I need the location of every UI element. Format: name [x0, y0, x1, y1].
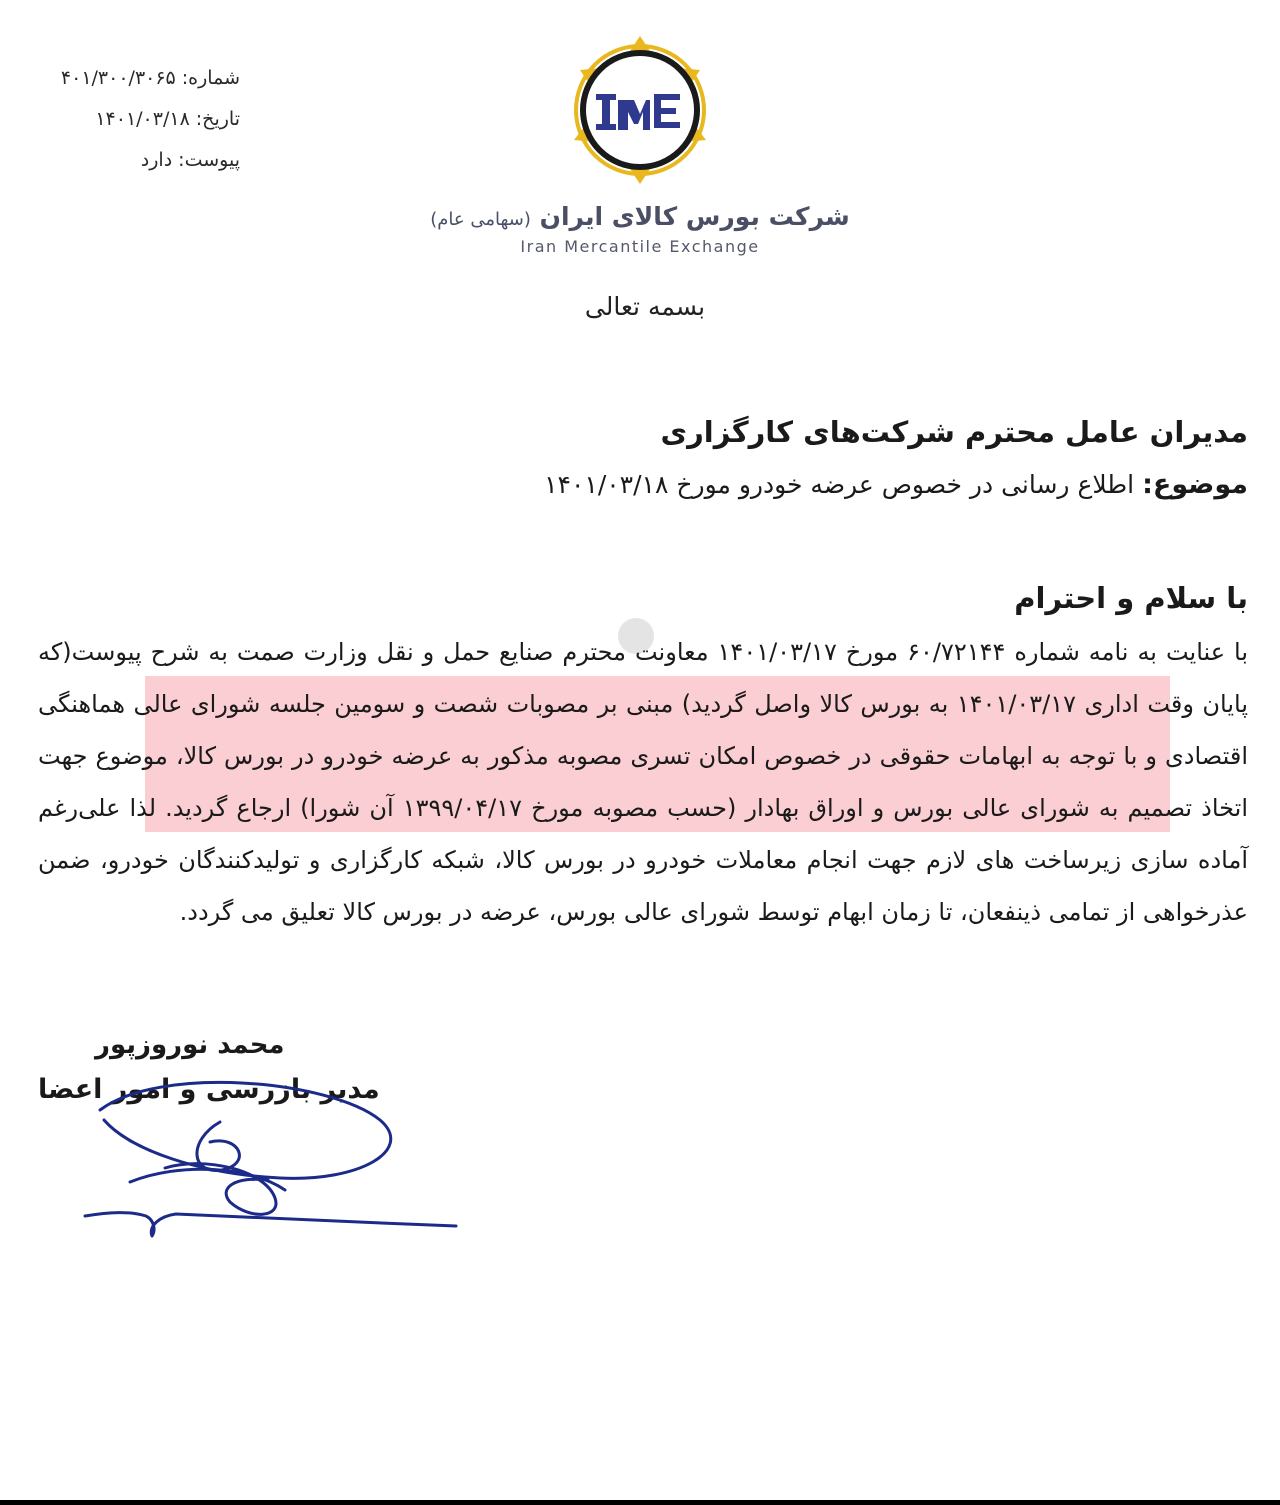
- recipient: مدیران عامل محترم شرکت‌های کارگزاری: [660, 415, 1248, 449]
- company-name-fa-main: شرکت بورس کالای ایران: [539, 202, 850, 231]
- letter-meta: [30, 58, 240, 181]
- attachment-row: [30, 140, 240, 181]
- company-name-fa: [420, 202, 860, 231]
- subject-line: [38, 460, 1248, 510]
- date-label: تاریخ:: [195, 108, 240, 130]
- attachment-label: پیوست:: [178, 149, 240, 171]
- company-name-fa-sub: (سهامی عام): [430, 209, 531, 230]
- basmala: بسمه تعالی: [584, 292, 706, 321]
- subject-label: موضوع:: [1142, 469, 1248, 500]
- date-value: ۱۴۰۱/۰۳/۱۸: [95, 108, 190, 130]
- company-name-en: Iran Mercantile Exchange: [520, 237, 760, 256]
- greeting: با سلام و احترام: [1014, 581, 1248, 615]
- number-label: شماره:: [181, 67, 240, 89]
- date-row: [30, 99, 240, 140]
- attachment-value: دارد: [140, 149, 173, 171]
- subject-text: اطلاع رسانی در خصوص عرضه خودرو مورخ ۱۴۰۱/۰۳/۱۸: [544, 470, 1135, 499]
- letter-content: [38, 404, 1248, 938]
- ime-logo-icon: [560, 30, 720, 190]
- company-logo-block: [420, 30, 860, 256]
- signatory-title: مدیر بازرسی و امور اعضا: [38, 1074, 380, 1105]
- letter-body: با عنایت به نامه شماره ۶۰/۷۲۱۴۴ مورخ ۱۴۰۱/۰۳/۱۷ معاونت محترم صنایع حمل و نقل وزارت صمت به شرح پیوست(که پایان وقت اداری ۱۴۰۱/۰۳/۱۷ به بورس کالا واصل گردید) مبنی بر مصوبات شصت و سومین جلسه شورای عالی هماهنگی اقتصادی و با توجه به ابهامات حقوقی در خصوص امکان تسری مصوبه مذکور به عرضه خودرو در بورس کالا، موضوع جهت اتخاذ تصمیم به شورای عالی بورس و اوراق بهادار (حسب مصوبه مورخ ۱۳۹۹/۰۴/۱۷ آن شورا) ارجاع گردید. لذا علی‌رغم آماده سازی زیرساخت های لازم جهت انجام معاملات خودرو در بورس کالا، شبکه کارگزاری و تولیدکنندگان خودرو، ضمن عذرخواهی از تمامی ذینفعان، تا زمان ابهام توسط شورای عالی بورس، عرضه در بورس کالا تعلیق می گردد.: [38, 638, 1249, 926]
- handwritten-signature-icon: [70, 1070, 470, 1250]
- number-value: ۴۰۱/۳۰۰/۳۰۶۵: [60, 67, 176, 89]
- signatory-name: محمد نوروزپور: [95, 1030, 285, 1060]
- number-row: [30, 58, 240, 99]
